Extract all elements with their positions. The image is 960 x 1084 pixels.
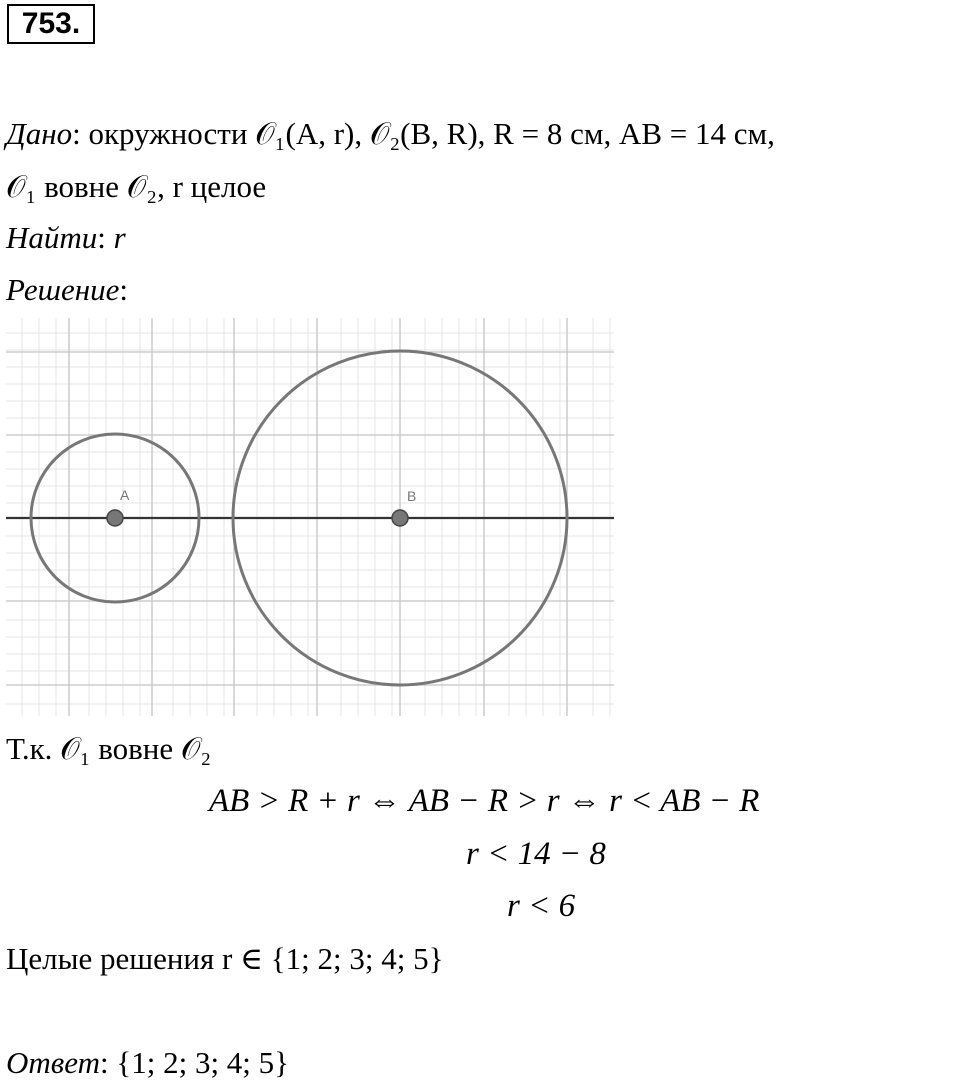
find-label: Найти	[6, 220, 98, 255]
given-text-1: окружности 𝒪₁(A, r), 𝒪₂(B, R), R = 8 см, AB = 14 см,	[88, 116, 775, 151]
equation-3: r < 6	[507, 888, 576, 924]
integer-solutions: Целые решения r ∈ {1; 2; 3; 4; 5}	[6, 941, 444, 976]
given-line-2: 𝒪₁ вовне 𝒪₂, r целое	[6, 169, 267, 204]
answer-label: Ответ	[6, 1045, 100, 1080]
answer-line: Ответ: {1; 2; 3; 4; 5}	[6, 1045, 290, 1080]
equation-1: AB > R + r ⇔ AB − R > r ⇔ r < AB − R	[209, 783, 760, 819]
label-b: B	[407, 488, 417, 504]
given-label: Дано	[6, 116, 73, 151]
problem-number: 753.	[7, 4, 95, 44]
reasoning-intro: Т.к. 𝒪₁ вовне 𝒪₂	[6, 731, 212, 766]
find-value: r	[113, 220, 126, 255]
equation-2: r < 14 − 8	[466, 836, 606, 872]
point-a	[107, 510, 123, 526]
answer-value: {1; 2; 3; 4; 5}	[116, 1045, 290, 1080]
given-line-1: Дано: окружности 𝒪₁(A, r), 𝒪₂(B, R), R = 8 см, AB = 14 см,	[6, 116, 775, 151]
geometry-figure	[6, 318, 614, 716]
label-a: A	[120, 487, 130, 503]
solution-line: Решение:	[6, 272, 128, 307]
point-b	[392, 510, 408, 526]
find-line: Найти: r	[6, 220, 126, 255]
solution-label: Решение	[6, 272, 120, 307]
